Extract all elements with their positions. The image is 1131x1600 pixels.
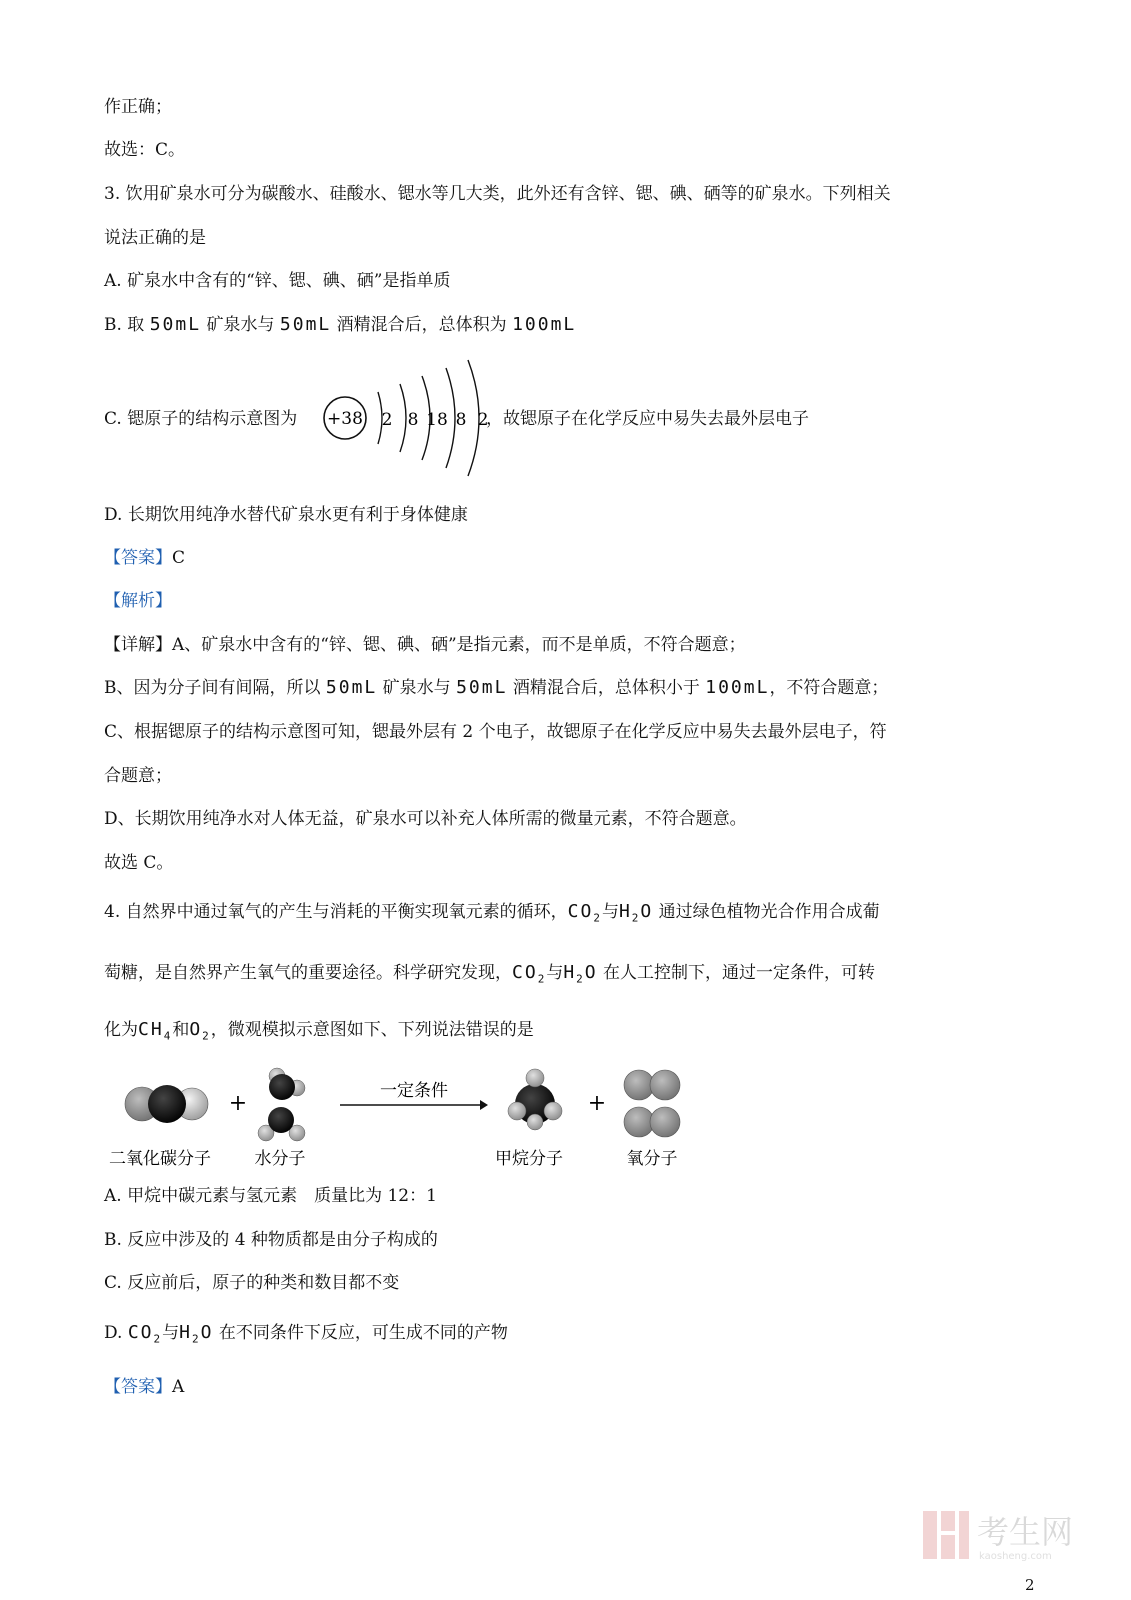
detail-a: 【详解】A、矿泉水中含有的“锌、锶、碘、硒”是指元素，而不是单质，不符合题意； [104, 635, 746, 655]
q4-option-a: A. 甲烷中碳元素与氢元素 质量比为 12：1 [104, 1186, 437, 1206]
page-number: 2 [1025, 1576, 1035, 1594]
q3-option-b: B. 取 50mL 矿泉水与 50mL 酒精混合后，总体积为 100mL [104, 314, 577, 335]
detail-tag: 【详解】 [104, 635, 172, 655]
carbon-dioxide-molecule [125, 1085, 208, 1123]
detail-b: B、因为分子间有间隔，所以 50mL 矿泉水与 50mL 酒精混合后，总体积小于 100mL，不符合题意； [104, 677, 889, 698]
watermark-logo-icon [923, 1511, 937, 1559]
line-text: 故选：C。 [104, 140, 186, 160]
watermark-url: kaosheng.com [979, 1551, 1052, 1562]
q4-option-b: B. 反应中涉及的 4 种物质都是由分子构成的 [104, 1230, 438, 1250]
plus-sign: + [587, 1091, 607, 1116]
answer-value: A [172, 1377, 185, 1397]
molecule-label: 氧分子 [626, 1149, 678, 1169]
watermark-brand: 考生网 [977, 1513, 1074, 1551]
analysis-tag: 【解析】 [104, 591, 172, 611]
selection-3: 故选 C。 [104, 853, 174, 873]
q3-option-d: D. 长期饮用纯净水替代矿泉水更有利于身体健康 [104, 505, 468, 525]
shell-electron-count: 8 [455, 410, 467, 430]
oxygen-molecule [624, 1070, 680, 1100]
water-molecule [258, 1107, 305, 1141]
answer-3 [104, 547, 185, 569]
oxygen-molecule [624, 1107, 680, 1137]
watermark [921, 1505, 1091, 1570]
detail-d: D、长期饮用纯净水对人体无益，矿泉水可以补充人体所需的微量元素，不符合题意。 [104, 809, 747, 829]
answer-4 [104, 1376, 184, 1398]
water-molecule [269, 1068, 305, 1100]
molecule-label: 二氧化碳分子 [109, 1149, 211, 1169]
q4-stem-1: 4. 自然界中通过氧气的产生与消耗的平衡实现氧元素的循环，$CO_2$与$H_2O$ 通过绿色植物光合作用合成葡 [104, 901, 880, 925]
methane-molecule [508, 1069, 562, 1130]
shell-electron-count: 8 [407, 410, 419, 430]
reaction-condition: 一定条件 [380, 1081, 448, 1101]
molecule-label: 水分子 [254, 1149, 306, 1169]
detail-c-cont: 合题意； [104, 766, 172, 786]
q3-stem: 3. 饮用矿泉水可分为碳酸水、硅酸水、锶水等几大类，此外还有含锌、锶、碘、硒等的矿泉水。下列相关 [104, 184, 891, 204]
q3-option-c-post: ，故锶原子在化学反应中易失去最外层电子 [486, 409, 809, 429]
answer-tag: 【答案】 [104, 548, 172, 568]
answer-tag: 【答案】 [104, 1377, 172, 1397]
answer-value: C [172, 548, 186, 568]
arrow-head-icon [480, 1100, 488, 1110]
reaction-diagram [100, 1064, 700, 1174]
strontium-atom-diagram [318, 356, 498, 478]
q4-stem-2: 萄糖，是自然界产生氧气的重要途径。科学研究发现，$CO_2$与$H_2O$ 在人工控制下，通过一定条件，可转 [104, 962, 876, 986]
q3-option-a: A. 矿泉水中含有的“锌、锶、碘、硒”是指单质 [104, 271, 451, 291]
q4-option-c: C. 反应前后，原子的种类和数目都不变 [104, 1273, 400, 1293]
q3-option-c-pre: C. 锶原子的结构示意图为 [104, 409, 298, 429]
shell-electron-count: 18 [426, 410, 448, 430]
plus-sign: + [228, 1091, 248, 1116]
watermark-logo [921, 1505, 1091, 1565]
molecule-label: 甲烷分子 [495, 1149, 563, 1169]
q4-stem-3: 化为$CH_4$和$O_2$，微观模拟示意图如下、下列说法错误的是 [104, 1019, 534, 1043]
line-text: 作正确； [104, 97, 172, 117]
detail-c: C、根据锶原子的结构示意图可知，锶最外层有 2 个电子，故锶原子在化学反应中易失去最外层电子，符 [104, 722, 887, 742]
shell-electron-count: 2 [381, 410, 393, 430]
electron-shell-2 [400, 384, 406, 452]
nucleus-charge: +38 [327, 409, 363, 429]
shell-electron-count: 2 [477, 410, 489, 430]
q4-option-d: D. $CO_2$与$H_2O$ 在不同条件下反应，可生成不同的产物 [104, 1322, 508, 1346]
q3-stem: 说法正确的是 [104, 228, 206, 248]
